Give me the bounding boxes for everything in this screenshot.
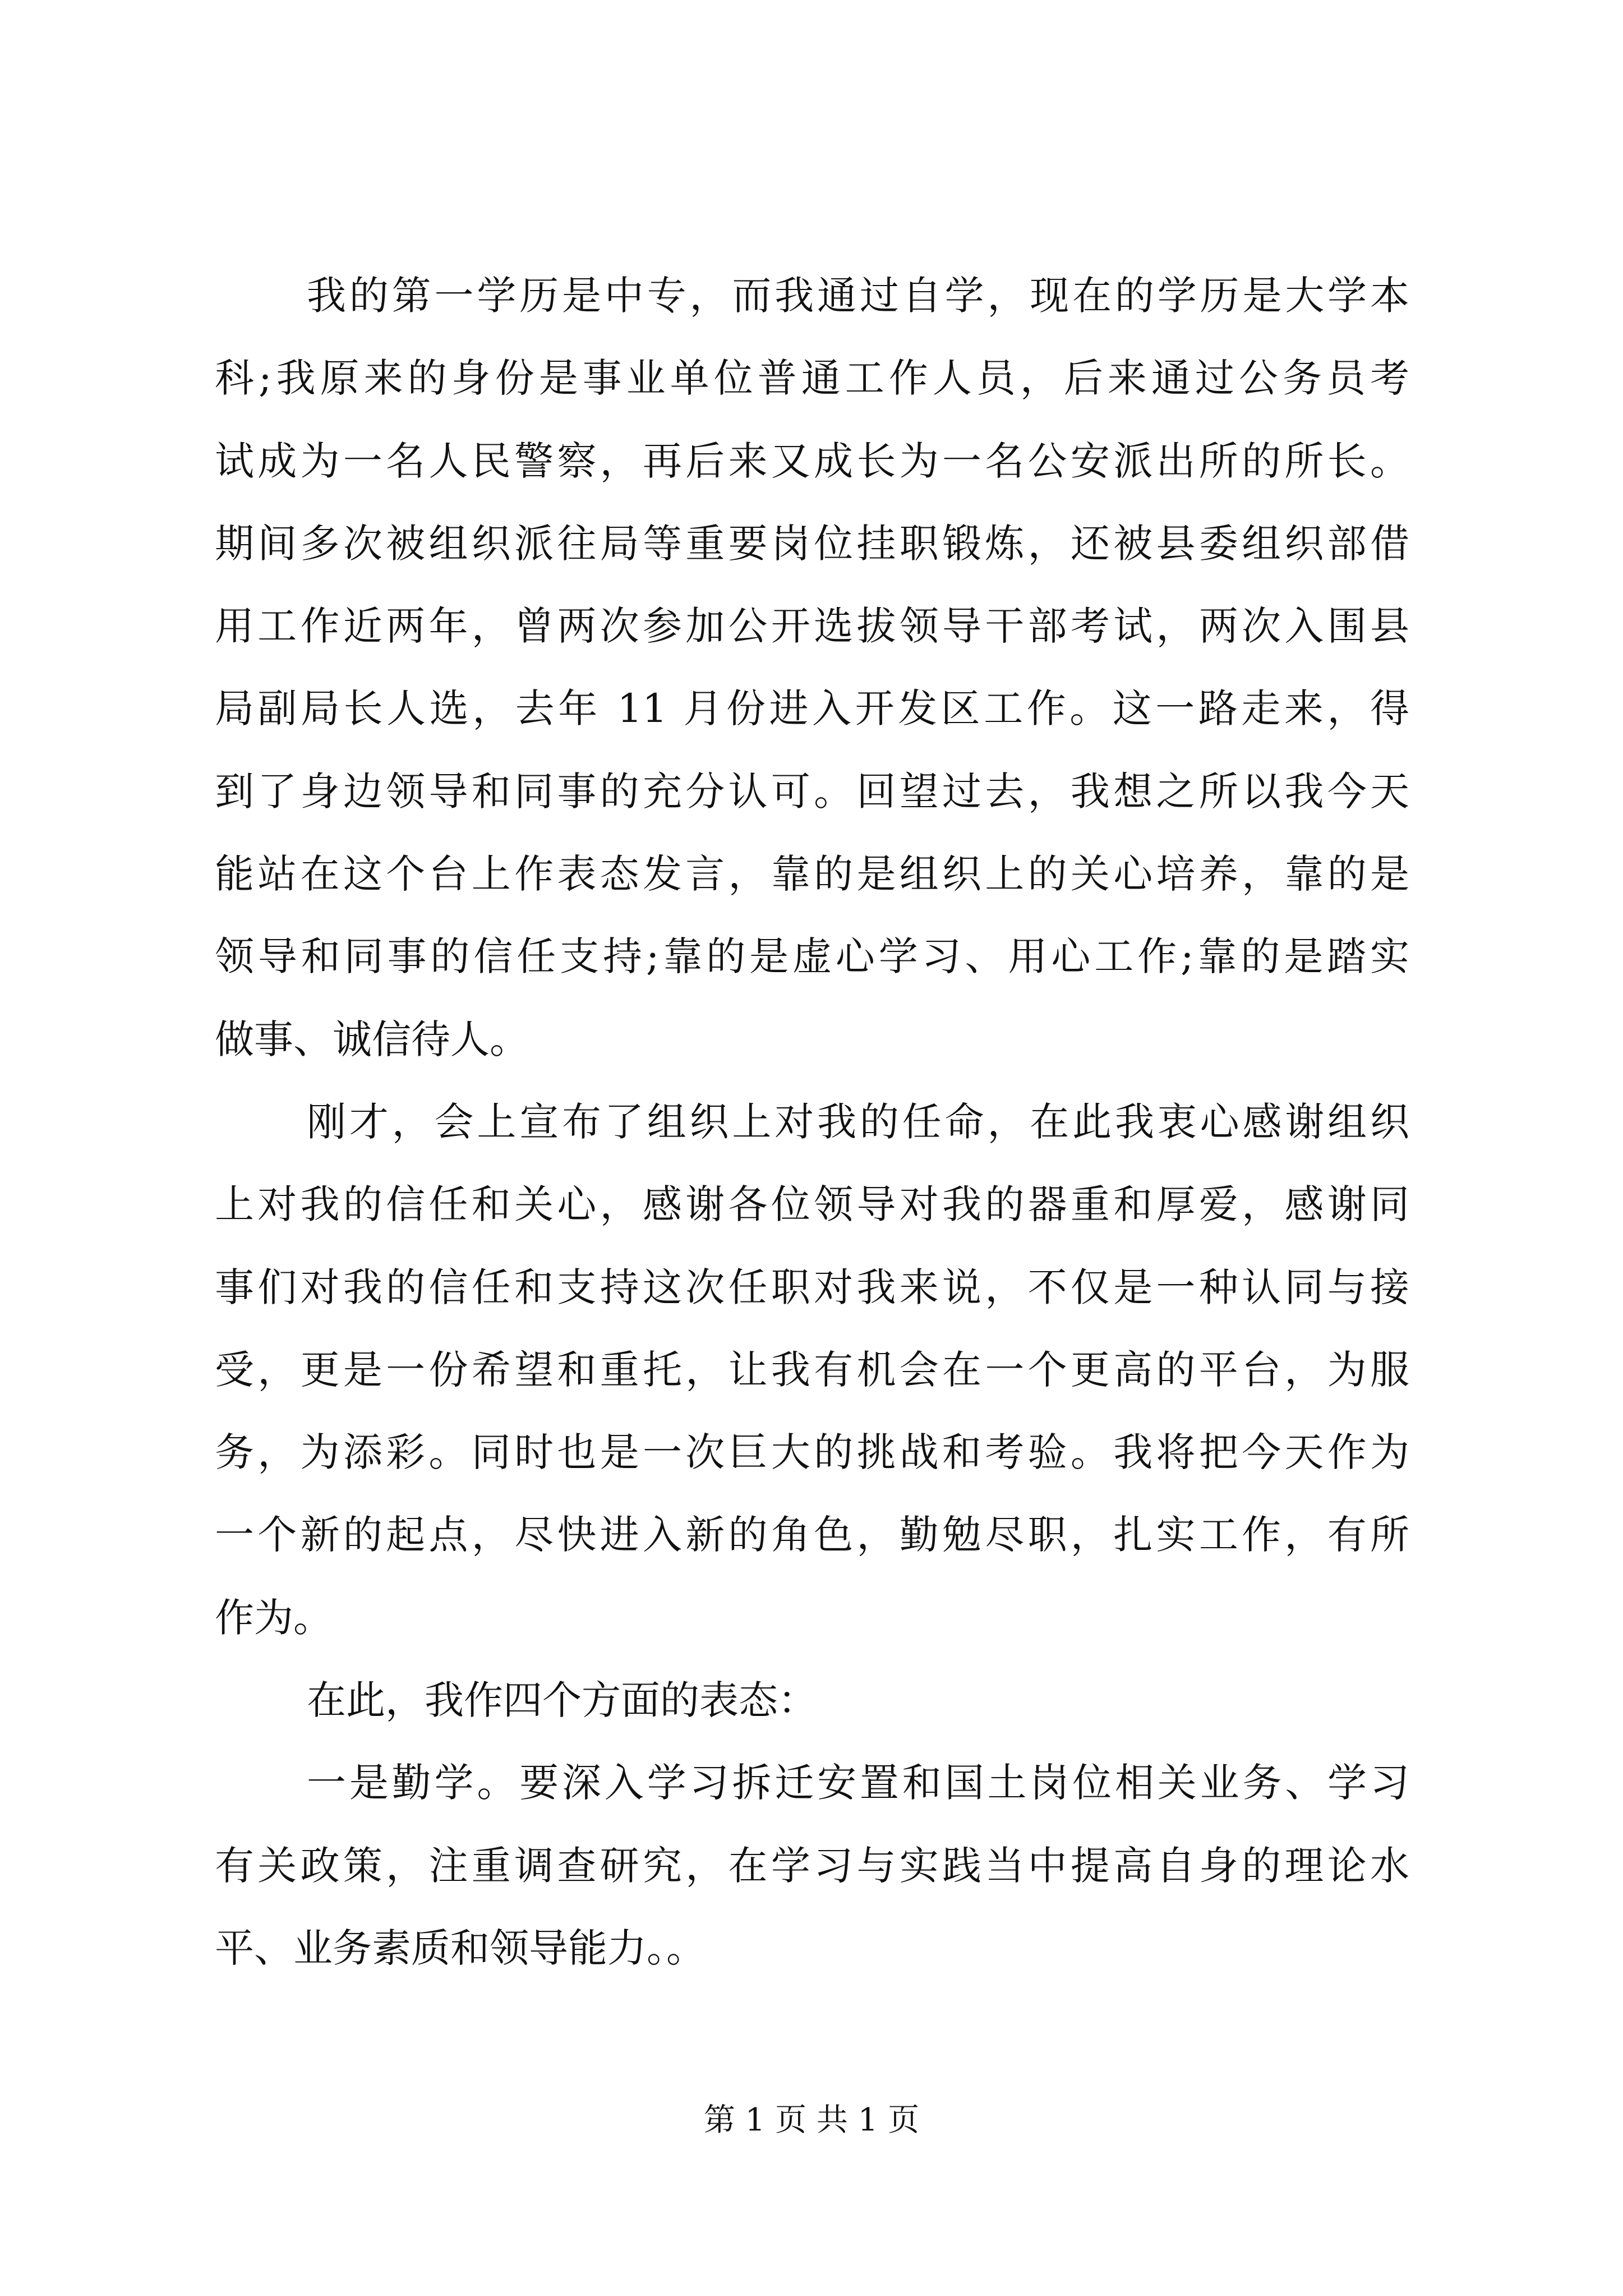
paragraph-line: 务，为添彩。同时也是一次巨大的挑战和考验。我将把今天作为 xyxy=(215,1429,1409,1476)
paragraph-line: 做事、诚信待人。 xyxy=(215,1016,529,1062)
paragraph-line: 期间多次被组织派往局等重要岗位挂职锻炼，还被县委组织部借 xyxy=(215,520,1409,567)
paragraph-line: 一个新的起点，尽快进入新的角色，勤勉尽职，扎实工作，有所 xyxy=(215,1512,1409,1558)
paragraph-line: 一是勤学。要深入学习拆迁安置和国土岗位相关业务、学习 xyxy=(307,1760,1409,1806)
paragraph-line: 科;我原来的身份是事业单位普通工作人员，后来通过公务员考 xyxy=(215,355,1409,402)
paragraph-line: 受，更是一份希望和重托，让我有机会在一个更高的平台，为服 xyxy=(215,1346,1409,1393)
paragraph-line: 事们对我的信任和支持这次任职对我来说，不仅是一种认同与接 xyxy=(215,1264,1409,1310)
paragraph-line: 有关政策，注重调查研究，在学习与实践当中提高自身的理论水 xyxy=(215,1842,1409,1889)
paragraph-line: 能站在这个台上作表态发言，靠的是组织上的关心培养，靠的是 xyxy=(215,851,1409,898)
page-number-footer: 第 1 页 共 1 页 xyxy=(703,2102,920,2138)
paragraph-line: 上对我的信任和关心，感谢各位领导对我的器重和厚爱，感谢同 xyxy=(215,1181,1409,1228)
paragraph-line: 我的第一学历是中专，而我通过自学，现在的学历是大学本 xyxy=(307,273,1409,319)
paragraph-line: 作为。 xyxy=(215,1594,333,1641)
document-body xyxy=(215,255,1409,1990)
paragraph-line: 领导和同事的信任支持;靠的是虚心学习、用心工作;靠的是踏实 xyxy=(215,933,1409,980)
paragraph-line: 局副局长人选，去年 11 月份进入开发区工作。这一路走来，得 xyxy=(215,685,1409,732)
paragraph-line: 在此，我作四个方面的表态： xyxy=(307,1677,817,1724)
paragraph-line: 刚才，会上宣布了组织上对我的任命，在此我衷心感谢组织 xyxy=(307,1098,1409,1145)
paragraph-line: 平、业务素质和领导能力。。 xyxy=(215,1925,706,1971)
paragraph-line: 试成为一名人民警察，再后来又成长为一名公安派出所的所长。 xyxy=(215,438,1409,484)
paragraph-line: 到了身边领导和同事的充分认可。回望过去，我想之所以我今天 xyxy=(215,768,1409,815)
paragraph-line: 用工作近两年，曾两次参加公开选拔领导干部考试，两次入围县 xyxy=(215,603,1409,650)
